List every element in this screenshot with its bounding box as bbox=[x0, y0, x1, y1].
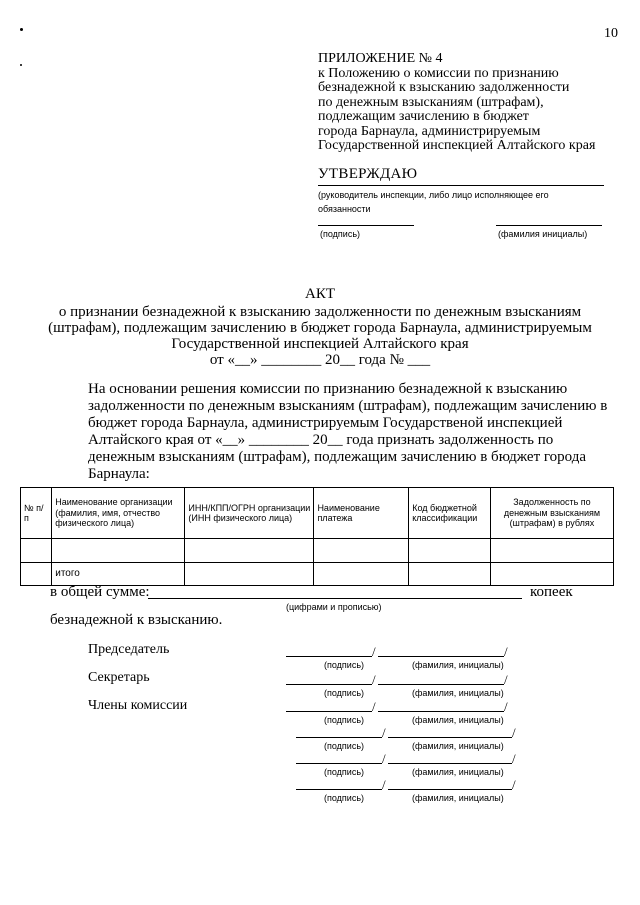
debt-table bbox=[20, 487, 614, 586]
separator-slash: / bbox=[372, 699, 376, 714]
table-cell bbox=[314, 563, 409, 586]
approval-name-caption: (фамилия инициалы) bbox=[498, 229, 588, 239]
role-secretary: Секретарь bbox=[88, 670, 150, 685]
name-line bbox=[388, 737, 512, 738]
approval-note-1: (руководитель инспекции, либо лицо исполняющее его bbox=[318, 190, 549, 200]
table-cell bbox=[185, 563, 314, 586]
sum-suffix: копеек bbox=[530, 584, 573, 600]
header-cell-debt-amount: Задолженность по денежным взысканиям (штрафам) в рублях bbox=[490, 488, 613, 539]
separator-slash: / bbox=[504, 699, 508, 714]
signature-caption: (подпись) bbox=[324, 793, 365, 803]
act-title: АКТ bbox=[305, 286, 335, 302]
separator-slash: / bbox=[512, 725, 516, 740]
separator-slash: / bbox=[382, 751, 386, 766]
appendix-block bbox=[318, 52, 595, 154]
basis-line: бюджет города Барнаула, администрируемым Государственой инспекцией bbox=[88, 415, 563, 431]
header-cell-number: № п/п bbox=[21, 488, 52, 539]
name-caption: (фамилия, инициалы) bbox=[412, 660, 504, 670]
name-line bbox=[378, 711, 504, 712]
appendix-title: ПРИЛОЖЕНИЕ № 4 bbox=[318, 51, 443, 66]
separator-slash: / bbox=[382, 725, 386, 740]
signature-caption: (подпись) bbox=[324, 741, 365, 751]
header-cell-organization: Наименование организации (фамилия, имя, отчество физического лица) bbox=[52, 488, 185, 539]
header-cell-budget-code: Код бюджетной классификации bbox=[409, 488, 491, 539]
act-subtitle-line: Государственной инспекцией Алтайского края bbox=[171, 336, 469, 352]
signature-line bbox=[286, 656, 372, 657]
basis-line: Алтайского края от «__» ________ 20__ года признать задолженность по bbox=[88, 432, 554, 448]
header-cell-payment-name: Наименование платежа bbox=[314, 488, 409, 539]
separator-slash: / bbox=[382, 777, 386, 792]
appendix-line: Государственной инспекцией Алтайского края bbox=[318, 138, 596, 153]
table-cell bbox=[21, 539, 52, 563]
appendix-line: к Положению о комиссии по признанию bbox=[318, 65, 559, 81]
separator-slash: / bbox=[372, 644, 376, 659]
table-header-row bbox=[21, 488, 614, 539]
table-cell bbox=[490, 539, 613, 563]
act-date-number: от «__» ________ 20__ года № ___ bbox=[209, 352, 431, 368]
basis-line: На основании решения комиссии по признанию безнадежной к взысканию bbox=[88, 381, 568, 397]
signature-caption: (подпись) bbox=[324, 688, 365, 698]
scan-speck bbox=[20, 28, 23, 31]
name-line bbox=[388, 763, 512, 764]
appendix-line: безнадежной к взысканию задолженности bbox=[318, 80, 570, 95]
basis-line: задолженности по денежным взысканиям (штрафам), подлежащим зачислению в bbox=[88, 398, 608, 414]
approval-heading: УТВЕРЖДАЮ bbox=[318, 166, 418, 182]
sum-prefix: в общей сумме: bbox=[50, 584, 150, 600]
name-caption: (фамилия, инициалы) bbox=[412, 688, 504, 698]
table-cell bbox=[409, 563, 491, 586]
signature-caption: (подпись) bbox=[324, 767, 365, 777]
approval-signature-caption: (подпись) bbox=[320, 229, 361, 239]
basis-paragraph bbox=[88, 381, 607, 483]
signature-line bbox=[286, 684, 372, 685]
signature-caption: (подпись) bbox=[324, 660, 365, 670]
table-total-row bbox=[21, 563, 614, 586]
table-cell bbox=[409, 539, 491, 563]
approval-underline bbox=[318, 185, 604, 186]
scan-speck bbox=[20, 64, 22, 66]
sum-tail: безнадежной к взысканию. bbox=[50, 612, 223, 628]
table-cell bbox=[52, 539, 185, 563]
name-line bbox=[378, 684, 504, 685]
name-caption: (фамилия, инициалы) bbox=[412, 793, 504, 803]
total-label: итого bbox=[52, 563, 185, 586]
page-number: 10 bbox=[604, 26, 618, 41]
role-chairman: Председатель bbox=[88, 642, 170, 657]
appendix-line: по денежным взысканиям (штрафам), bbox=[318, 94, 544, 110]
approval-note-2: обязанности bbox=[318, 204, 371, 214]
appendix-line: города Барнаула, администрируемым bbox=[318, 123, 541, 139]
separator-slash: / bbox=[512, 777, 516, 792]
appendix-line: подлежащим зачислению в бюджет bbox=[318, 109, 529, 124]
act-subtitle-line: о признании безнадежной к взысканию задолженности по денежным взысканиям bbox=[58, 304, 582, 320]
table-cell bbox=[314, 539, 409, 563]
sum-caption: (цифрами и прописью) bbox=[286, 602, 382, 612]
approval-name-line bbox=[496, 225, 602, 226]
signature-line bbox=[296, 763, 382, 764]
basis-line: денежным взысканиям (штрафам), подлежащим зачислению в бюджет города bbox=[88, 449, 587, 465]
name-caption: (фамилия, инициалы) bbox=[412, 741, 504, 751]
signature-line bbox=[286, 711, 372, 712]
name-line bbox=[388, 789, 512, 790]
table-cell bbox=[490, 563, 613, 586]
separator-slash: / bbox=[372, 672, 376, 687]
name-caption: (фамилия, инициалы) bbox=[412, 767, 504, 777]
signature-caption: (подпись) bbox=[324, 715, 365, 725]
signature-line bbox=[296, 789, 382, 790]
separator-slash: / bbox=[504, 672, 508, 687]
header-cell-inn: ИНН/КПП/ОГРН организации (ИНН физического лица) bbox=[185, 488, 314, 539]
approval-signature-line bbox=[318, 225, 414, 226]
table-row bbox=[21, 539, 614, 563]
table-cell bbox=[185, 539, 314, 563]
separator-slash: / bbox=[512, 751, 516, 766]
basis-line: Барнаула: bbox=[88, 466, 150, 482]
role-members: Члены комиссии bbox=[88, 698, 188, 713]
separator-slash: / bbox=[504, 644, 508, 659]
signature-line bbox=[296, 737, 382, 738]
name-caption: (фамилия, инициалы) bbox=[412, 715, 504, 725]
act-subtitle-line: (штрафам), подлежащим зачислению в бюджет города Барнаула, администрируемым bbox=[48, 320, 592, 336]
sum-amount-line bbox=[148, 598, 522, 599]
name-line bbox=[378, 656, 504, 657]
table-cell bbox=[21, 563, 52, 586]
